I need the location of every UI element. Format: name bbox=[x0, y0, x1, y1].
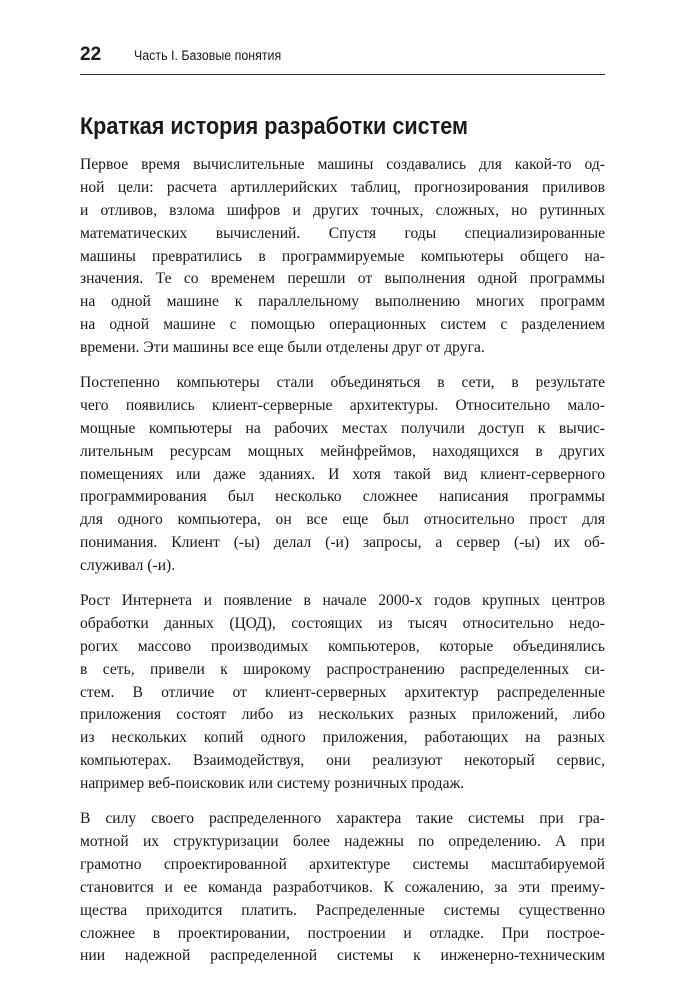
text-line: приложения состоят либо из нескольких разных приложений, либо bbox=[80, 706, 605, 724]
text-line: мощные компьютеры на рабочих местах получили доступ к вычис- bbox=[80, 419, 605, 437]
text-line: щества приходится платить. Распределенные системы существенно bbox=[80, 901, 605, 919]
text-line: из нескольких копий одного приложения, работающих на разных bbox=[80, 729, 605, 747]
text-line: мотной их структуризации более надежны по определению. А при bbox=[80, 832, 605, 850]
text-line: на одной машине к параллельному выполнению многих программ bbox=[80, 293, 605, 311]
text-line: компьютерах. Взаимодействуя, они реализуют некоторый сервис, bbox=[80, 752, 605, 770]
paragraph-4 bbox=[80, 808, 605, 968]
page-number: 22 bbox=[80, 44, 102, 65]
text-line: машины превратились в программируемые компьютеры общего на- bbox=[80, 247, 605, 265]
text-line: лительным ресурсам мощных мейнфреймов, находящихся в других bbox=[80, 442, 605, 460]
text-line: на одной машине с помощью операционных систем с разделением bbox=[80, 316, 605, 334]
text-line: понимания. Клиент (-ы) делал (-и) запросы, а сервер (-ы) их об- bbox=[80, 534, 605, 552]
text-line: программирования был несколько сложнее написания программы bbox=[80, 488, 605, 506]
text-line: стем. В отличие от клиент-серверных архитектур распределенные bbox=[80, 683, 605, 701]
text-line: в сеть, привели к широкому распространению распределенных си- bbox=[80, 660, 605, 678]
text-line: Постепенно компьютеры стали объединяться в сети, в результате bbox=[80, 374, 605, 392]
text-line: и отливов, взлома шифров и других точных, сложных, но рутинных bbox=[80, 201, 605, 219]
text-line: значения. Те со временем перешли от выполнения одной программы bbox=[80, 270, 605, 288]
text-line: нии надежной распределенной системы к инженерно-техническим bbox=[80, 947, 605, 965]
text-line: для одного компьютера, он все еще был относительно прост для bbox=[80, 511, 605, 529]
running-head: Часть I. Базовые понятия bbox=[134, 48, 282, 63]
text-line: служивал (-и). bbox=[80, 557, 176, 575]
text-line: Рост Интернета и появление в начале 2000-х годов крупных центров bbox=[80, 592, 605, 610]
text-line: рогих массово производимых компьютеров, которые объединялись bbox=[80, 637, 605, 655]
text-line: В силу своего распределенного характера такие системы при гра- bbox=[80, 810, 605, 828]
text-line: ной цели: расчета артиллерийских таблиц, прогнозирования приливов bbox=[80, 178, 605, 196]
text-line: Первое время вычислительные машины создавались для какой-то од- bbox=[80, 156, 605, 173]
paragraph-1 bbox=[80, 154, 605, 360]
page-header bbox=[80, 44, 605, 75]
text-line: сложнее в проектировании, построении и отладке. При построе- bbox=[80, 924, 605, 942]
text-line: математических вычислений. Спустя годы специализированные bbox=[80, 224, 605, 242]
text-line: чего появились клиент-серверные архитектуры. Относительно мало- bbox=[80, 396, 605, 414]
text-line: обработки данных (ЦОД), состоящих из тысяч относительно недо- bbox=[80, 614, 605, 632]
paragraph-3 bbox=[80, 590, 605, 796]
text-line: грамотно спроектированной архитектуре системы масштабируемой bbox=[80, 855, 605, 873]
section-title: Краткая история разработки систем bbox=[80, 113, 468, 140]
text-line: например веб-поисковик или систему розничных продаж. bbox=[80, 775, 465, 793]
text-line: становится и ее команда разработчиков. К сожалению, за эти преиму- bbox=[80, 878, 605, 896]
text-line: помещениях или даже зданиях. И хотя такой вид клиент-серверного bbox=[80, 465, 605, 483]
paragraph-2 bbox=[80, 372, 605, 578]
body-text bbox=[80, 154, 605, 980]
text-line: времени. Эти машины все еще были отделены друг от друга. bbox=[80, 339, 485, 357]
